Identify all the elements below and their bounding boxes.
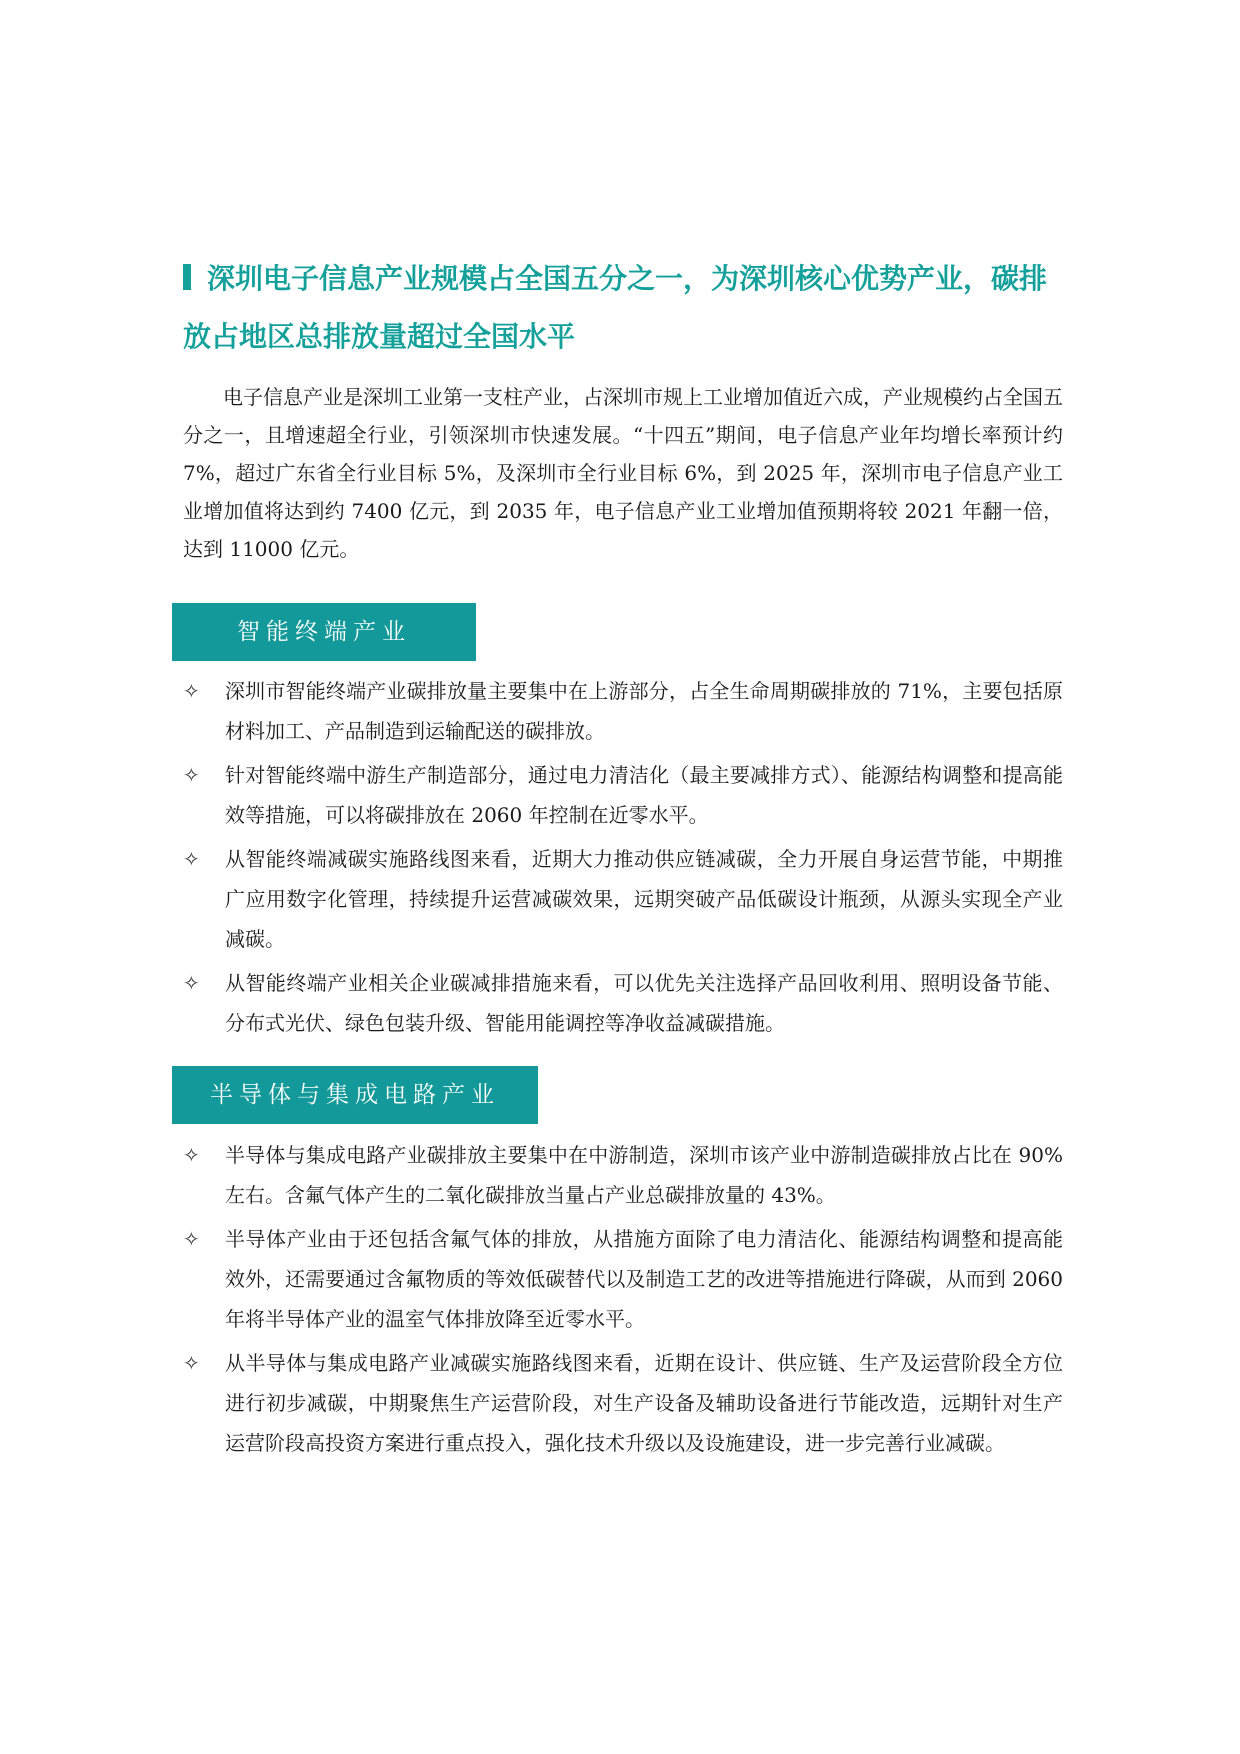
list-item [183, 671, 1063, 751]
semiconductor-bullet-list [183, 1135, 1063, 1467]
diamond-star-icon: ✧ [183, 847, 200, 871]
section-banner-semiconductor: 半导体与集成电路产业 [172, 1066, 538, 1124]
section-banner-smart-terminal: 智能终端产业 [172, 603, 476, 661]
list-item [183, 1219, 1063, 1339]
bullet-text: 针对智能终端中游生产制造部分，通过电力清洁化（最主要减排方式）、能源结构调整和提高能效等措施，可以将碳排放在 2060 年控制在近零水平。 [225, 763, 1063, 827]
bullet-text: 深圳市智能终端产业碳排放量主要集中在上游部分，占全生命周期碳排放的 71%，主要包括原材料加工、产品制造到运输配送的碳排放。 [225, 679, 1063, 743]
diamond-star-icon: ✧ [183, 1227, 200, 1251]
list-item [183, 1135, 1063, 1215]
bullet-text: 半导体与集成电路产业碳排放主要集中在中游制造，深圳市该产业中游制造碳排放占比在 90%左右。含氟气体产生的二氧化碳排放当量占产业总碳排放量的 43%。 [225, 1143, 1063, 1207]
diamond-star-icon: ✧ [183, 971, 200, 995]
smart-terminal-bullet-list [183, 671, 1063, 1047]
intro-paragraph: 电子信息产业是深圳工业第一支柱产业，占深圳市规上工业增加值近六成，产业规模约占全国五分之一，且增速超全行业，引领深圳市快速发展。“十四五”期间，电子信息产业年均增长率预计约 7%，超过广东省全行业目标 5%，及深圳市全行业目标 6%，到 2025 年，深圳市电子信息产业工业增加值将达到约 7400 亿元，到 2035 年，电子信息产业工业增加值预期将较 2021 年翻一倍，达到 11000 亿元。 [183, 385, 1063, 561]
bullet-text: 从智能终端产业相关企业碳减排措施来看，可以优先关注选择产品回收利用、照明设备节能、分布式光伏、绿色包装升级、智能用能调控等净收益减碳措施。 [225, 971, 1063, 1035]
bullet-text: 半导体产业由于还包括含氟气体的排放，从措施方面除了电力清洁化、能源结构调整和提高能效外，还需要通过含氟物质的等效低碳替代以及制造工艺的改进等措施进行降碳，从而到 2060 年将半导体产业的温室气体排放降至近零水平。 [225, 1227, 1063, 1331]
list-item [183, 755, 1063, 835]
diamond-star-icon: ✧ [183, 1143, 200, 1167]
bullet-text: 从半导体与集成电路产业减碳实施路线图来看，近期在设计、供应链、生产及运营阶段全方位进行初步减碳，中期聚焦生产运营阶段，对生产设备及辅助设备进行节能改造，远期针对生产运营阶段高投资方案进行重点投入，强化技术升级以及设施建设，进一步完善行业减碳。 [225, 1351, 1063, 1455]
diamond-star-icon: ✧ [183, 763, 200, 787]
list-item [183, 963, 1063, 1043]
list-item [183, 839, 1063, 959]
section-heading [183, 250, 1063, 366]
diamond-star-icon: ✧ [183, 679, 200, 703]
section-heading-text: 深圳电子信息产业规模占全国五分之一，为深圳核心优势产业，碳排放占地区总排放量超过全国水平 [183, 262, 1048, 353]
bullet-text: 从智能终端减碳实施路线图来看，近期大力推动供应链减碳，全力开展自身运营节能，中期推广应用数字化管理，持续提升运营减碳效果，远期突破产品低碳设计瓶颈，从源头实现全产业减碳。 [225, 847, 1063, 951]
list-item [183, 1343, 1063, 1463]
diamond-star-icon: ✧ [183, 1351, 200, 1375]
